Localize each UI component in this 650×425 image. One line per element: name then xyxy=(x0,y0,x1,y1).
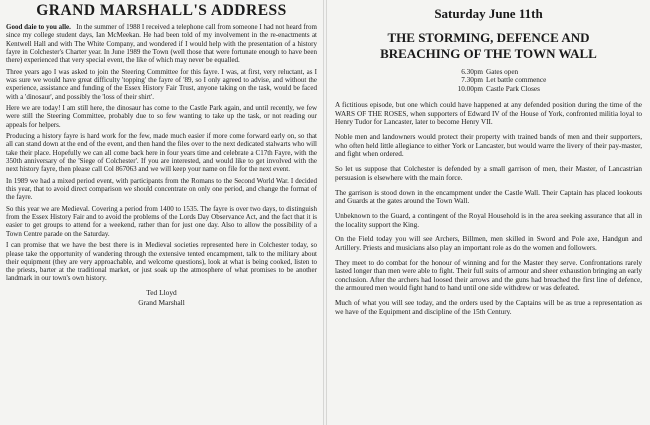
signature-name: Ted Lloyd xyxy=(146,287,177,297)
greeting: Good daie to you alle. xyxy=(6,23,71,31)
paragraph-text: In the summer of 1988 I received a telephone call from someone I had not heard from since my college student days, Ian McMeekan. He had been told of my involvement in the re-enactments at Kentwell Hall and with The White Company, and wondered if I would help with the presentation of a history fayre in Colchester's Charter year. In June 1989 the Town (well those that were fortunate enough to have been there) experienced that very special event, the like of which may never be equalled. xyxy=(6,23,318,65)
right-page xyxy=(327,0,650,425)
body-paragraph: The garrison is stood down in the encampment under the Castle Wall. Their Captain has placed lookouts and Guards at the gates around the Town Wall. xyxy=(335,188,642,206)
body-paragraph xyxy=(6,23,317,64)
signature-block xyxy=(6,288,317,308)
schedule-row xyxy=(453,68,642,76)
body-paragraph: So this year we are Medieval. Covering a period from 1400 to 1535. The fayre is over two days, to distinguish from the Essex History Fair and to avoid the problems of the Lords Day Observance Act, and the fact that it is easier to get groups to attend for a weekend, rather than for just one day. Also to allow the possibility of a Town Centre parade on the Saturday. xyxy=(6,204,317,238)
schedule-event: Let battle commence xyxy=(486,76,547,85)
page-title: GRAND MARSHALL'S ADDRESS xyxy=(36,2,287,19)
signature-role: Grand Marshall xyxy=(138,297,185,307)
body-paragraph: Three years ago I was asked to join the Steering Committee for this fayre. I was, at first, very reluctant, as I was sure we would have great difficulty 'topping' the fayre of '89, so I only agreed to advise, and without the experience, assistance and funding of the Essex History Fair Trust, anyone taking on the task, would be faced with a 'dinosaur', and possibly the 'loss of their shirt'. xyxy=(6,67,317,101)
address-body xyxy=(6,23,317,283)
event-date: Saturday June 11th xyxy=(434,6,543,21)
schedule-time: 10.00pm xyxy=(457,84,483,93)
body-paragraph: Here we are today! I am still here, the dinosaur has come to the Castle Park again, and until recently, we few were still the Steering Committee, probably due to so few wanting to take up the task, or not reading our appeals for helpers. xyxy=(6,104,317,129)
schedule-event: Gates open xyxy=(486,68,519,76)
body-paragraph: I can promise that we have the best there is in Medieval societies represented here in Colchester today, so please take the opportunity of wandering through the extensive tented encampment, talk to the military about their equipment (they are very approachable, and welcome questions), look at what is being cooked, listen to the priests, barter at the traditional market, or just soak up the atmosphere of what promises to be another landmark in our town's own history. xyxy=(6,241,317,283)
schedule-event: Castle Park Closes xyxy=(486,84,540,93)
schedule-time: 6.30pm xyxy=(461,68,483,76)
body-paragraph: In 1989 we had a mixed period event, with participants from the Romans to the Second World War. I decided this year, that to avoid direct comparison we should concentrate on only one period, and change the format of the fayre. xyxy=(6,176,317,202)
body-paragraph: On the Field today you will see Archers, Billmen, men skilled in Sword and Pole axe, Handgun and Artillery. Priests and musicians also play an important role as do the women and followers. xyxy=(335,235,642,252)
event-title xyxy=(335,30,642,62)
event-description xyxy=(335,101,642,316)
left-page xyxy=(0,0,323,425)
schedule-row xyxy=(453,85,642,93)
event-title-line: BREACHING OF THE TOWN WALL xyxy=(380,46,597,61)
body-paragraph: Noble men and landowners would protect their property with trained bands of men and their supporters, who often held little allegiance to either York or Lancaster, but would warre the livery of their pay-master, and fight when ordered. xyxy=(335,133,642,159)
event-title-line: THE STORMING, DEFENCE AND xyxy=(387,30,590,45)
body-paragraph: A fictitious episode, but one which could have happened at any defended position during the time of the WARS OF THE ROSES, when supporters of Edward IV of the House of York, confronted militia loyal to Henry Tudor for Lancaster, later to become Henry VII. xyxy=(335,101,642,127)
body-paragraph: Much of what you will see today, and the orders used by the Captains will be as true a representation as we have of the Equipment and discipline of the 15th Century. xyxy=(335,299,642,316)
body-paragraph: So let us suppose that Colchester is defended by a small garrison of men, their Master, of Lancastrian persuasion is elsewhere with the main force. xyxy=(335,165,642,182)
body-paragraph: Producing a history fayre is hard work for the few, made much easier if more come forward early on, so that all can stand down at the end of the event, and then hand the files over to the next dedicated stalwarts who will take their place. Hopefully we can all come back here in four years time and celebrate a C17th Fayre, with the 350th anniversary of the 'Siege of Colchester'. If you are interested, and would like to get involved with the next history fayre, then please call Col 867063 and we will keep your name on file for the next event. xyxy=(6,132,317,174)
schedule-row xyxy=(453,76,642,84)
schedule-time: 7.30pm xyxy=(461,76,483,85)
event-schedule xyxy=(453,68,642,93)
body-paragraph: They meet to do combat for the honour of winning and for the Master they serve. Confrontations rarely lasted longer than men were able to fight. Their full suits of armour and sheer exhaustion bringing an early conclusion. After the archers had loosed their arrows and the guns had breached the first line of defence, the armoured men would fight hand to hand until one side withdrew or was defeated. xyxy=(335,258,642,293)
body-paragraph: Unbeknown to the Guard, a contingent of the Royal Household is in the area seeking assurance that all in the locality support the King. xyxy=(335,211,642,229)
